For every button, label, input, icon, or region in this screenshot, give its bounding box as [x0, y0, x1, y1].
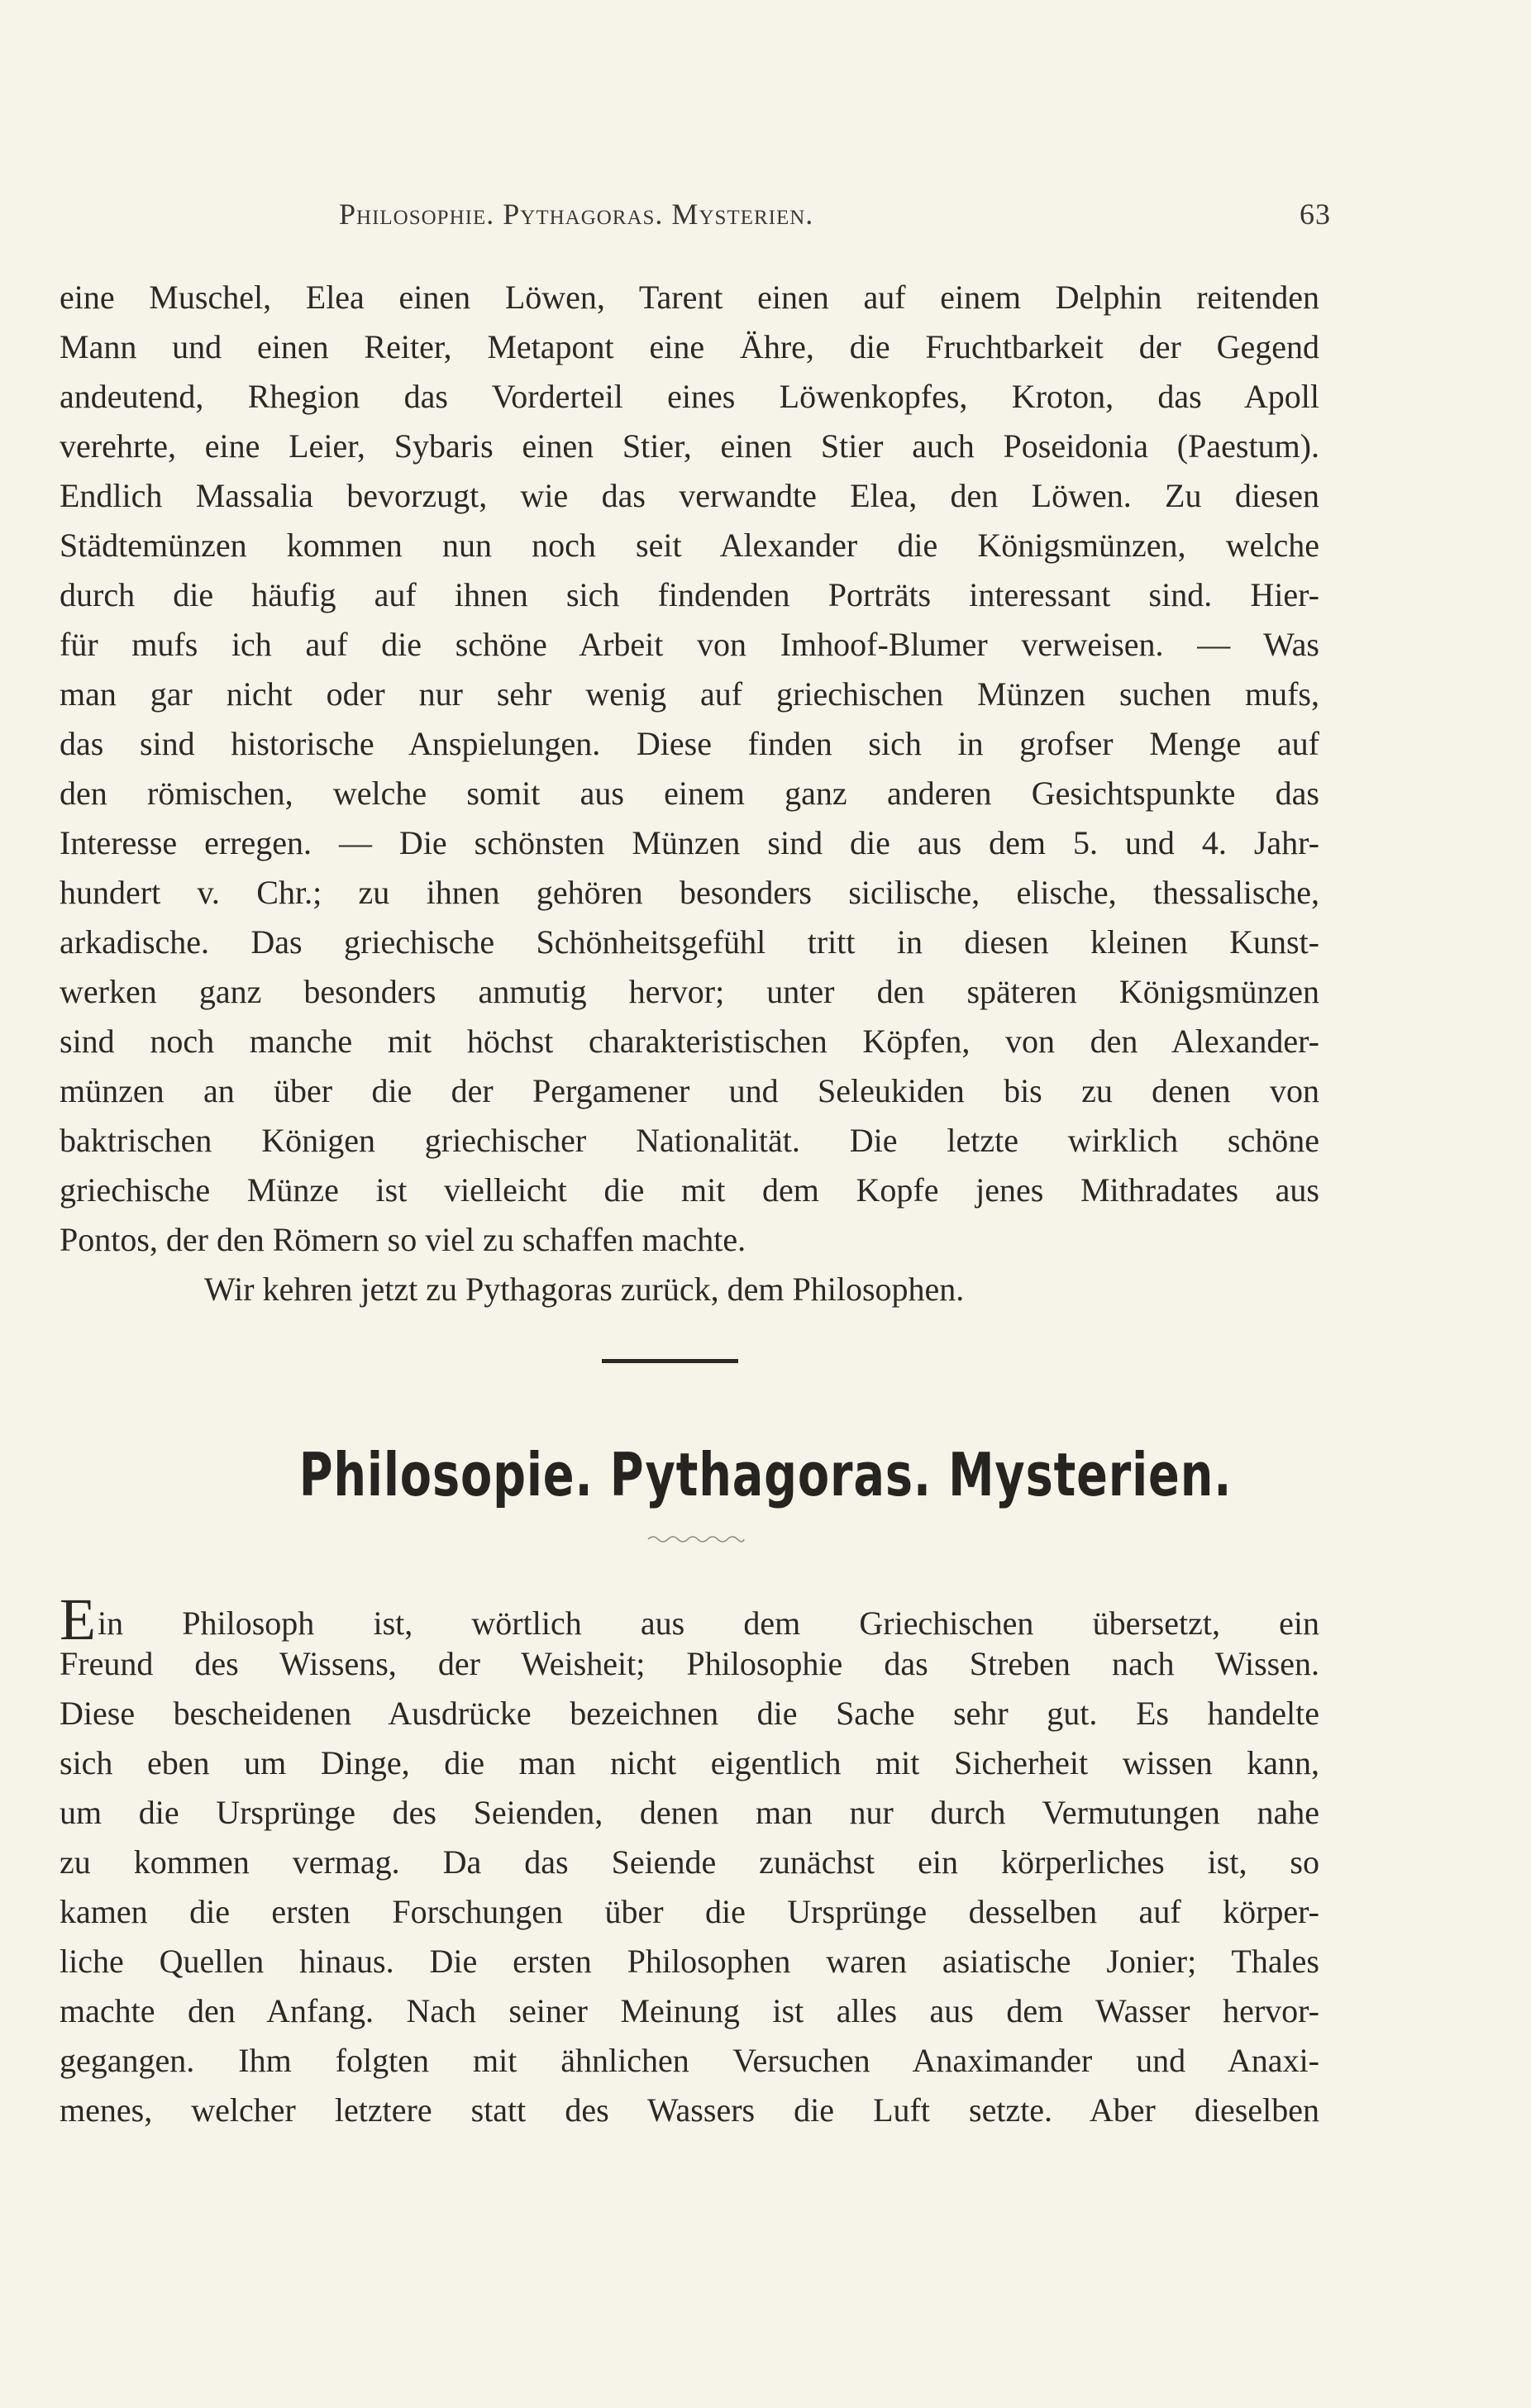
text-line: Pontos, der den Römern so viel zu schaffen machte.: [60, 1221, 746, 1258]
text-line: durch die häufig auf ihnen sich findenden Porträts interessant sind. Hier-: [60, 576, 1319, 613]
text-line: zu kommen vermag. Da das Seiende zunächst ein körperliches ist, so: [60, 1843, 1319, 1881]
first-line-text: in Philosoph ist, wörtlich aus dem Griechischen übersetzt, ein: [97, 1605, 1319, 1642]
text-line: den römischen, welche somit aus einem ganz anderen Gesichtspunkte das: [60, 775, 1319, 812]
text-line: um die Ursprünge des Seienden, denen man nur durch Vermutungen nahe: [60, 1794, 1319, 1831]
first-line: [60, 1586, 1319, 1652]
text-line: andeutend, Rhegion das Vorderteil eines Löwenkopfes, Kroton, das Apoll: [60, 378, 1319, 415]
text-line: Freund des Wissens, der Weisheit; Philosophie das Streben nach Wissen.: [60, 1645, 1319, 1682]
text-line: verehrte, eine Leier, Sybaris einen Stier, einen Stier auch Poseidonia (Paestum).: [60, 427, 1319, 465]
text-line: machte den Anfang. Nach seiner Meinung ist alles aus dem Wasser hervor-: [60, 1992, 1319, 2029]
running-header: [339, 197, 1331, 231]
text-line: gegangen. Ihm folgten mit ähnlichen Versuchen Anaximander und Anaxi-: [60, 2042, 1319, 2079]
text-line: hundert v. Chr.; zu ihnen gehören besonders sicilische, elische, thessalische,: [60, 874, 1319, 911]
wave-ornament: [646, 1531, 746, 1544]
running-header-title: Philosophie. Pythagoras. Mysterien.: [339, 198, 814, 231]
text-line: griechische Münze ist vielleicht die mit dem Kopfe jenes Mithradates aus: [60, 1171, 1319, 1209]
text-line: Endlich Massalia bevorzugt, wie das verwandte Elea, den Löwen. Zu diesen: [60, 477, 1319, 514]
text-line: liche Quellen hinaus. Die ersten Philosophen waren asiatische Jonier; Thales: [60, 1943, 1319, 1980]
text-line: eine Muschel, Elea einen Löwen, Tarent einen auf einem Delphin reitenden: [60, 279, 1319, 316]
text-line: Mann und einen Reiter, Metapont eine Ähre, die Fruchtbarkeit der Gegend: [60, 328, 1319, 365]
text-line: das sind historische Anspielungen. Diese finden sich in grofser Menge auf: [60, 725, 1319, 762]
text-line: man gar nicht oder nur sehr wenig auf griechischen Münzen suchen mufs,: [60, 675, 1319, 713]
section-title: Philosopie. Pythagoras. Mysterien.: [298, 1440, 1233, 1509]
section-divider: [602, 1359, 738, 1363]
text-line: arkadische. Das griechische Schönheitsgefühl tritt in diesen kleinen Kunst-: [60, 923, 1319, 961]
closing-line: Wir kehren jetzt zu Pythagoras zurück, dem Philosophen.: [204, 1271, 965, 1308]
text-line: werken ganz besonders anmutig hervor; unter den späteren Königsmünzen: [60, 973, 1319, 1010]
page-number: 63: [1300, 198, 1331, 231]
text-line: Diese bescheidenen Ausdrücke bezeichnen die Sache sehr gut. Es handelte: [60, 1695, 1319, 1732]
text-line: Städtemünzen kommen nun noch seit Alexander die Königsmünzen, welche: [60, 527, 1319, 564]
text-line: menes, welcher letztere statt des Wassers die Luft setzte. Aber dieselben: [60, 2091, 1319, 2129]
text-line: sind noch manche mit höchst charakteristischen Köpfen, von den Alexander-: [60, 1023, 1319, 1060]
text-line: kamen die ersten Forschungen über die Ursprünge desselben auf körper-: [60, 1893, 1319, 1930]
section-body: [60, 1586, 1319, 2135]
text-line: sich eben um Dinge, die man nicht eigentlich mit Sicherheit wissen kann,: [60, 1744, 1319, 1781]
text-line: für mufs ich auf die schöne Arbeit von Imhoof-Blumer verweisen. — Was: [60, 626, 1319, 663]
initial-letter: E: [60, 1586, 96, 1652]
previous-section-text: [60, 273, 1319, 1314]
text-line: Interesse erregen. — Die schönsten Münzen sind die aus dem 5. und 4. Jahr-: [60, 824, 1319, 861]
text-line: münzen an über die der Pergamener und Seleukiden bis zu denen von: [60, 1072, 1319, 1109]
text-line: baktrischen Königen griechischer Nationalität. Die letzte wirklich schöne: [60, 1122, 1319, 1159]
